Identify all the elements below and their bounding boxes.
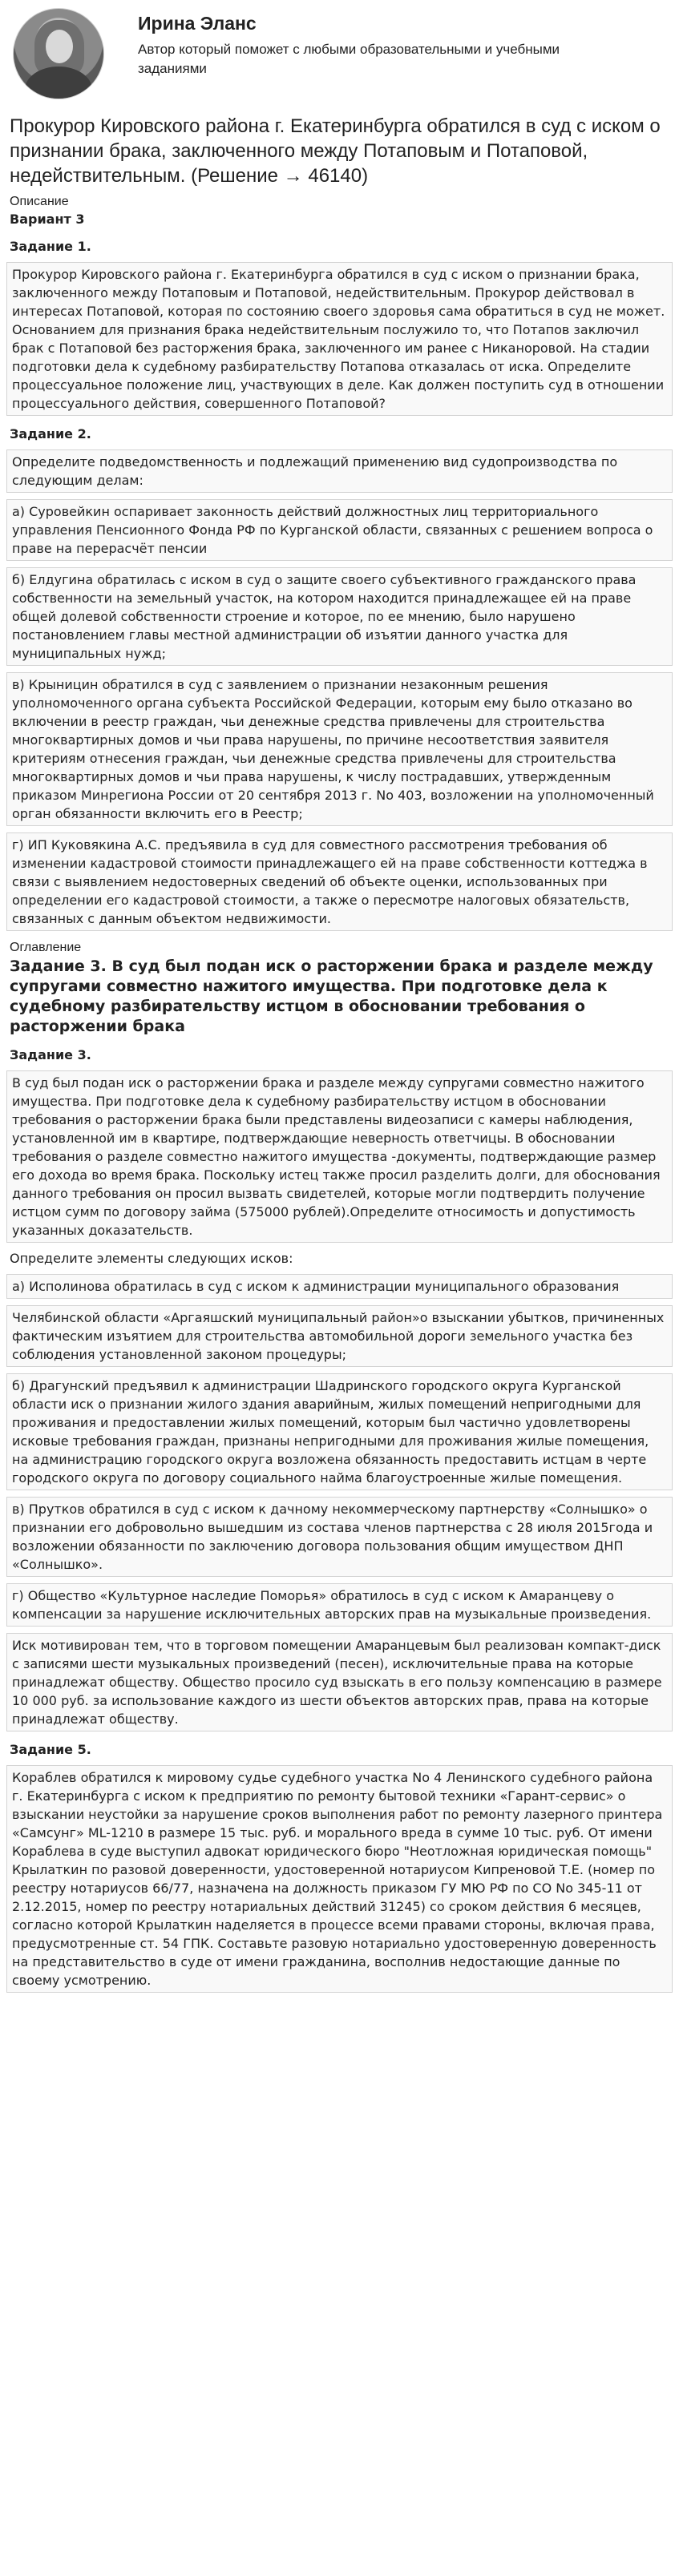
task3-heading: Задание 3. — [10, 1047, 91, 1062]
task3-item-d-cont: Иск мотивирован тем, что в торговом помещении Амаранцевым был реализован компакт-диск с записями шести музыкальных произведений (песен), исключительные права на которые принадлежат обществу. Общество просило суд взыскать в его пользу компенсацию в размере 10 000 руб. за использование каждого из шести объектов авторских прав, права на которые принадлежат обществу. — [6, 1633, 673, 1731]
toc-heading[interactable]: Задание 3. В суд был подан иск о расторжении брака и разделе между супругами совместно нажитого имущества. При подготовке дела к судебному разбирательству истцом в обосновании требования о расторжении брака — [10, 957, 653, 1035]
task3-text: В суд был подан иск о расторжении брака и разделе между супругами совместно нажитого имущества. При подготовке дела к судебному разбирательству истцом в обосновании требования о расторжении брака были представлены видеозаписи с камеры наблюдения, установленной им в квартире, подтверждающие неверность ответчицы. В обосновании требования о разделе совместно нажитого имущества -документы, подтверждающие размер его дохода во время брака. Поскольку истец также просил разделить долги, для обоснования данного требования он просил вызвать свидетелей, которые могли подтвердить получение истцом сумм по договору займа (575000 рублей).Определите относимость и допустимость указанных доказательств. — [6, 1070, 673, 1243]
toc-label: Оглавление — [10, 941, 82, 954]
task1-text: Прокурор Кировского района г. Екатеринбурга обратился в суд с иском о признании брака, заключенного между Потаповым и Потаповой, недействительным. Прокурор действовал в интересах Потаповой, которая по состоянию своего здоровья сама обратиться в суд не может. Основанием для признания брака недействительным послужило то, что Потапов заключил брак с Потаповой без расторжения брака, заключенного им ранее с Никаноровой. На стадии подготовки дела к судебному разбирательству Потапова отказалась от иска. Определите процессуальное положение лиц, участвующих в деле. Как должен поступить суд в отношении процессуального действия, совершенного Потаповой? — [6, 262, 673, 416]
author-description: Автор который поможет с любыми образовательными и учебными заданиями — [138, 42, 560, 76]
task2-item-a: а) Суровейкин оспаривает законность действий должностных лиц территориального управления Пенсионного Фонда РФ по Курганской области, связанных с решением вопроса о праве на перерасчёт пенсии — [6, 499, 673, 561]
author-header — [6, 0, 673, 103]
variant-label: Вариант 3 — [10, 212, 85, 227]
author-avatar[interactable] — [13, 8, 104, 99]
task2-item-b: б) Елдугина обратилась с иском в суд о защите своего субъективного гражданского права собственности на земельный участок, на котором находится принадлежащее ей на праве общей долевой собственности строение и которое, по ее мнению, было нарушено постановлением главы местной администрации об изъятии данного участка для муниципальных нужд; — [6, 567, 673, 666]
task5-heading: Задание 5. — [10, 1742, 91, 1757]
task3-item-c: в) Прутков обратился в суд с иском к дачному некоммерческому партнерству «Солнышко» о признании его добровольно вышедшим из состава членов партнерства с 28 июля 2015года и возложении обязанности по заключению договора пользования общим имуществом ДНП «Солнышко». — [6, 1497, 673, 1577]
document-title-link[interactable]: Прокурор Кировского района г. Екатеринбурга обратился в суд с иском о признании брака, заключенного между Потаповым и Потаповой, недействительным. (Решение → 46140) — [10, 115, 661, 187]
task2-intro: Определите подведомственность и подлежащий применению вид судопроизводства по следующим делам: — [6, 449, 673, 493]
task3-item-a: а) Исполинова обратилась в суд с иском к администрации муниципального образования — [6, 1274, 673, 1299]
avatar-shoulders — [25, 67, 92, 99]
task2-item-c: в) Крыницин обратился в суд с заявлением о признании незаконным решения уполномоченного органа субъекта Российской Федерации, которым ему было отказано во включении в реестр граждан, чьи денежные средства привлечены для строительства многоквартирных домов и чьи права нарушены, по причине несоответствия заявителя критериям отнесения граждан, чьи денежные средства привлечены для строительства многоквартирных домов и чьи права нарушены, к числу пострадавших, утвержденным приказом Минрегиона России от 20 сентября 2013 г. No 403, возложении на уполномоченный орган обязанности включить его в Реестр; — [6, 672, 673, 826]
author-name[interactable]: Ирина Эланс — [138, 13, 257, 34]
avatar-face — [46, 30, 73, 63]
task3-item-a-cont: Челябинской области «Аргаяшский муниципальный район»о взыскании убытков, причиненных фактическим изъятием для строительства автомобильной дороги земельного участка без соблюдения установленной законом процедуры; — [6, 1305, 673, 1367]
author-info — [138, 8, 587, 79]
task1-heading: Задание 1. — [10, 239, 91, 254]
task3-item-d: г) Общество «Культурное наследие Поморья» обратилось в суд с иском к Амаранцеву о компенсации за нарушение исключительных авторских прав на музыкальные произведения. — [6, 1583, 673, 1627]
task3-intro: Определите элементы следующих исков: — [10, 1251, 293, 1266]
task5-text: Кораблев обратился к мировому судье судебного участка No 4 Ленинского судебного района г. Екатеринбурга с иском к предприятию по ремонту бытовой техники «Гарант-сервис» о взыскании неустойки за нарушение сроков выполнения работ по ремонту лазерного принтера «Самсунг» ML-1210 в размере 15 тыс. руб. и морального вреда в сумме 10 тыс. руб. От имени Кораблева в суде выступил адвокат юридического бюро "Неотложная юридическая помощь" Крылаткин по разовой доверенности, удостоверенной нотариусом Кипреновой Т.Е. (номер по реестру нотариусов 66/77, назначена на должность приказом ГУ МЮ РФ по СО No 345-11 от 2.12.2015, номер по реестру нотариальных действий 31245) со сроком действия 6 месяцев, согласно которой Крылаткин наделяется в процессе всеми правами стороны, включая права, предусмотренные ст. 54 ГПК. Составьте разовую нотариально удостоверенную доверенность на представительство в суде от имени гражданина, восполнив недостающие данные по своему усмотрению. — [6, 1765, 673, 1993]
task2-heading: Задание 2. — [10, 426, 91, 441]
description-label: Описание — [10, 195, 69, 208]
task2-item-d: г) ИП Куковякина А.С. предъявила в суд для совместного рассмотрения требования об изменении кадастровой стоимости принадлежащего ей на праве собственности коттеджа в связи с выявлением недостоверных сведений об объекте оценки, использованных при определении его кадастровой стоимости, а также о пересмотре налоговых обязательств, связанных с данным объектом недвижимости. — [6, 832, 673, 931]
task3-item-b: б) Драгунский предъявил к администрации Шадринского городского округа Курганской области иск о признании жилого здания аварийным, жилых помещений непригодными для проживания и предоставлении жилых помещений, которым был частично удовлетворены исковые требования граждан, признаны непригодными для проживания жилые помещения, на администрацию городского округа возложена обязанность предоставить истцам в черте городского округа по договору социального найма благоустроенные жилые помещения. — [6, 1373, 673, 1490]
document-title — [6, 114, 673, 188]
